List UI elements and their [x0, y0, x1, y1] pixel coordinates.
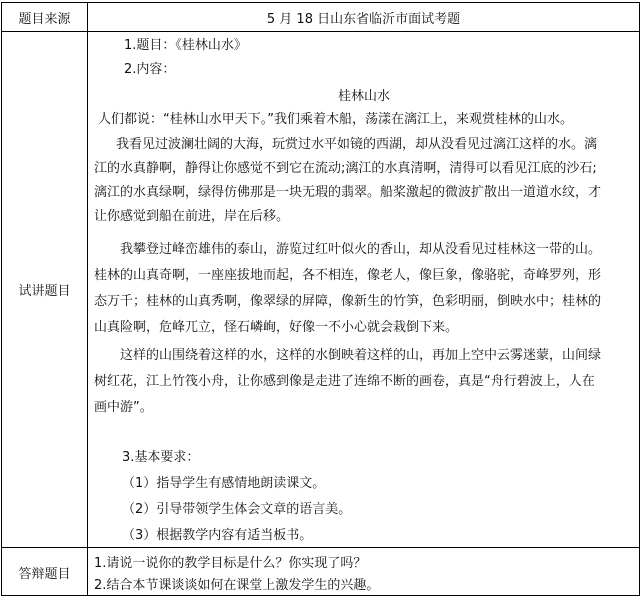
- defense-question: 2.结合本节课谈谈如何在课堂上激发学生的兴趣。: [94, 578, 380, 593]
- requirement-item: （1）指导学生有感情地朗读课文。: [122, 476, 326, 491]
- content-heading: 2.内容：: [124, 62, 176, 77]
- essay-line: 画中游”。: [94, 400, 153, 415]
- essay-line: 树红花，江上竹筏小舟，让你感到像是走进了连绵不断的画卷，真是“舟行碧波上，人在: [94, 374, 595, 389]
- essay-line: 这样的山围绕着这样的水，这样的水倒映着这样的山，再加上空中云雾迷蒙，山间绿: [120, 348, 602, 363]
- essay-line: 让你感觉到船在前进，岸在后移。: [94, 209, 290, 224]
- essay-title: 桂林山水: [337, 89, 390, 104]
- exam-table: [1, 2, 640, 596]
- topic-line: 1.题目：《桂林山水》: [124, 38, 247, 53]
- essay-line: 江的水真静啊，静得让你感觉不到它在流动;漓江的水真清啊，清得可以看见江底的沙石;: [94, 161, 597, 176]
- essay-line: 山真险啊，危峰兀立，怪石嶙峋，好像一不小心就会栽倒下来。: [94, 320, 459, 335]
- essay-line: 我看见过波澜壮阔的大海，玩赏过水平如镜的西湖，却从没看见过漓江这样的水。漓: [116, 137, 598, 152]
- lecture-label: 试讲题目: [18, 284, 71, 299]
- essay-line: 人们都说：“桂林山水甲天下。”我们乘着木船，荡漾在漓江上，来观赏桂林的山水。: [98, 112, 573, 127]
- requirement-item: （3）根据教学内容有适当板书。: [122, 528, 313, 543]
- essay-line: 漓江的水真绿啊，绿得仿佛那是一块无瑕的翡翠。船桨激起的微波扩散出一道道水纹，才: [94, 185, 602, 200]
- essay-line: 态万千；桂林的山真秀啊，像翠绿的屏障，像新生的竹笋，色彩明丽，倒映水中；桂林的: [94, 294, 602, 309]
- column-divider: [87, 3, 88, 595]
- defense-label: 答辩题目: [18, 566, 71, 582]
- requirement-item: （2）引导带领学生体会文章的语言美。: [122, 502, 352, 517]
- essay-line: 桂林的山真奇啊，一座座拔地而起，各不相连，像老人，像巨象，像骆驼，奇峰罗列，形: [94, 268, 602, 283]
- lecture-content: [94, 32, 634, 547]
- row-divider-defense: [2, 547, 639, 548]
- source-label: 题目来源: [18, 11, 71, 27]
- source-value: 5 月 18 日山东省临沂市面试考题: [266, 11, 461, 27]
- essay-line: 我攀登过峰峦雄伟的泰山，游览过红叶似火的香山，却从没看见过桂林这一带的山。: [120, 242, 602, 257]
- requirements-heading: 3.基本要求：: [122, 450, 200, 465]
- defense-question: 1.请说一说你的教学目标是什么？你实现了吗？: [94, 556, 367, 571]
